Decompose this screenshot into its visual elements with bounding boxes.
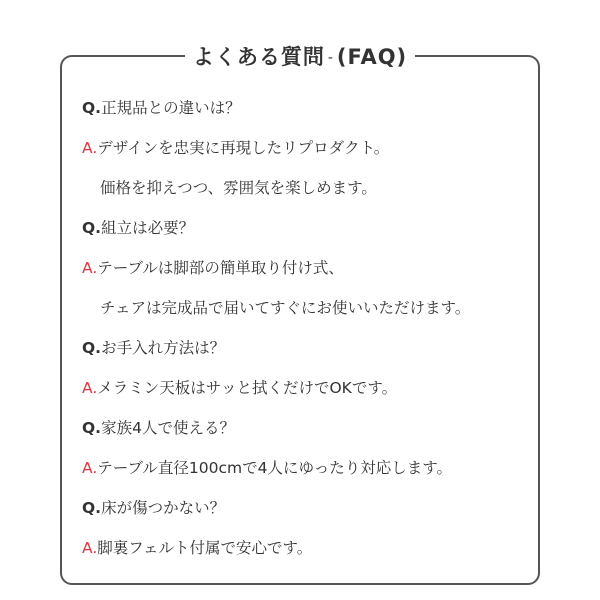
faq-answer-4 xyxy=(82,448,532,488)
title-en: (FAQ) xyxy=(336,45,408,69)
answer-prefix: A. xyxy=(82,379,98,397)
faq-question-2 xyxy=(82,208,532,248)
title-ja: よくある質問 xyxy=(192,45,325,69)
answer-prefix: A. xyxy=(82,459,98,477)
faq-answer-1-continued xyxy=(82,168,532,208)
question-prefix: Q. xyxy=(82,339,102,357)
answer-prefix: A. xyxy=(82,539,98,557)
answer-text: デザインを忠実に再現したリプロダクト。 xyxy=(97,139,390,157)
faq-question-4 xyxy=(82,408,532,448)
answer-text: メラミン天板はサッと拭くだけでOKです。 xyxy=(97,379,398,397)
faq-question-1 xyxy=(82,88,532,128)
question-text: 正規品との違いは？ xyxy=(101,99,241,117)
title-separator: - xyxy=(327,50,334,66)
faq-heading xyxy=(0,38,600,74)
faq-answer-5 xyxy=(82,528,532,568)
faq-answer-3 xyxy=(82,368,532,408)
page-title xyxy=(185,41,415,71)
answer-text: 価格を抑えつつ、雰囲気を楽しめます。 xyxy=(100,179,377,197)
faq-question-3 xyxy=(82,328,532,368)
faq-answer-1 xyxy=(82,128,532,168)
answer-text: チェアは完成品で届いてすぐにお使いいただけます。 xyxy=(100,299,471,317)
question-prefix: Q. xyxy=(82,99,102,117)
answer-text: 脚裏フェルト付属で安心です。 xyxy=(97,539,313,557)
faq-list xyxy=(82,88,532,568)
answer-prefix: A. xyxy=(82,259,98,277)
answer-text: テーブル直径100cmで4人にゆったり対応します。 xyxy=(97,459,453,477)
question-text: お手入れ方法は？ xyxy=(101,339,226,357)
question-prefix: Q. xyxy=(82,419,102,437)
answer-text: テーブルは脚部の簡単取り付け式、 xyxy=(97,259,344,277)
question-text: 家族4人で使える？ xyxy=(101,419,235,437)
faq-question-5 xyxy=(82,488,532,528)
faq-answer-2-continued xyxy=(82,288,532,328)
faq-answer-2 xyxy=(82,248,532,288)
answer-prefix: A. xyxy=(82,139,98,157)
question-text: 床が傷つかない？ xyxy=(101,499,226,517)
question-prefix: Q. xyxy=(82,219,102,237)
question-text: 組立は必要？ xyxy=(101,219,195,237)
question-prefix: Q. xyxy=(82,499,102,517)
